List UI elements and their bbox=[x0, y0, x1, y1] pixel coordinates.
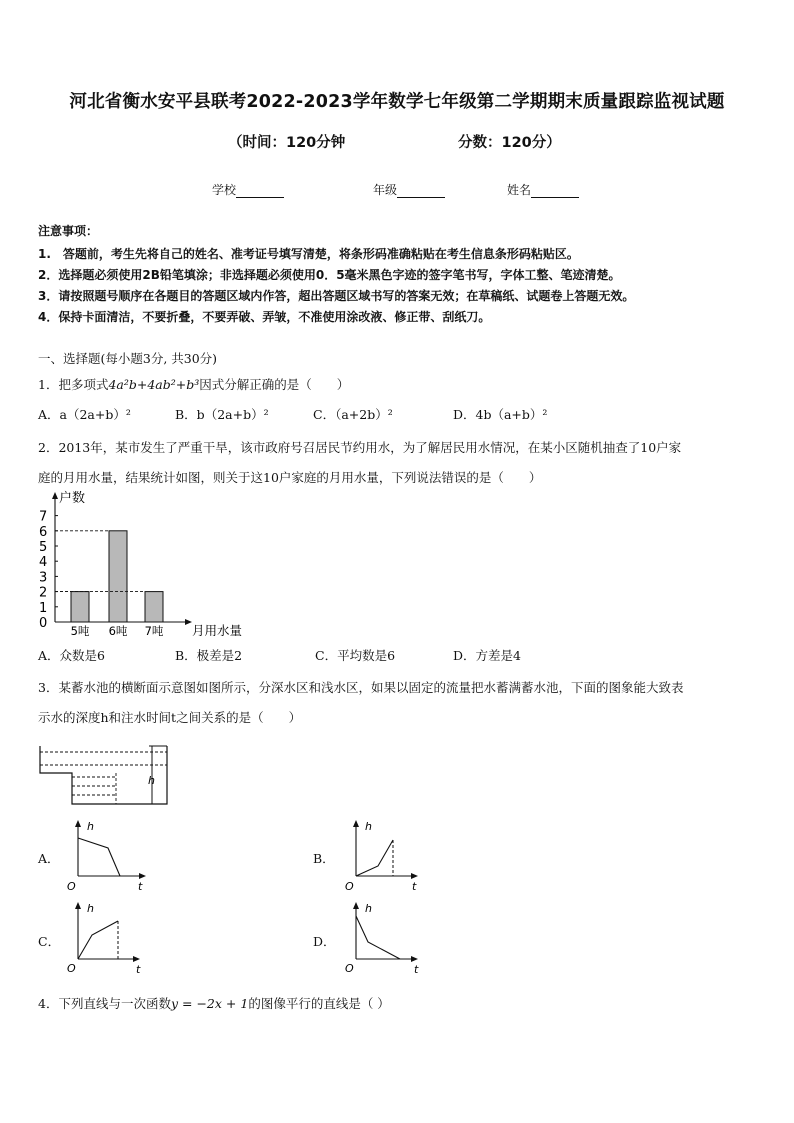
chart-layer bbox=[39, 490, 242, 638]
q4-suffix: 的图像平行的直线是（ ） bbox=[248, 996, 390, 1011]
q3-option-c-label[interactable]: C． bbox=[38, 934, 61, 949]
y-tick-label: 7 bbox=[39, 509, 48, 525]
q2-option-c[interactable]: C．平均数是6 bbox=[315, 648, 396, 663]
q1-option-b[interactable]: B．b（2a+b）² bbox=[175, 407, 269, 422]
exam-score: 分数：120分） bbox=[458, 135, 561, 151]
y-axis-arrow bbox=[52, 492, 58, 499]
t-axis-label: t bbox=[136, 963, 141, 976]
school-blank[interactable] bbox=[236, 185, 284, 198]
depth-label: h bbox=[148, 774, 155, 787]
name-field bbox=[507, 181, 579, 198]
q1-prefix: 1．把多项式 bbox=[38, 377, 109, 392]
reservoir-diagram bbox=[36, 740, 176, 810]
h-axis-label: h bbox=[365, 902, 372, 915]
q2-stem-line2: 庭的月用水量，结果统计如图，则关于这10户家庭的月用水量，下列说法错误的是（ ） bbox=[38, 470, 542, 485]
notice-item-2: 2．选择题必须使用2B铅笔填涂；非选择题必须使用0．5毫米黑色字迹的签字笔书写，字体工整、笔迹清楚。 bbox=[38, 268, 621, 282]
x-axis-arrow bbox=[185, 619, 192, 625]
origin-label: O bbox=[67, 880, 76, 893]
notice-item-3: 3．请按照题号顺序在各题目的答题区域内作答，超出答题区域书写的答案无效；在草稿纸、试题卷上答题无效。 bbox=[38, 289, 635, 303]
x-tick-label: 7吨 bbox=[144, 624, 164, 638]
q1-option-d[interactable]: D．4b（a+b）² bbox=[453, 407, 548, 422]
q3-option-d-label[interactable]: D． bbox=[313, 934, 336, 949]
t-axis-label: t bbox=[414, 963, 419, 976]
water-usage-bar-chart bbox=[30, 488, 270, 640]
origin-label: O bbox=[67, 962, 76, 975]
q2-stem-line1: 2．2013年，某市发生了严重干旱，该市政府号召居民节约用水，为了解居民用水情况，在某小区随机抽查了10户家 bbox=[38, 440, 682, 455]
q3-graph-b[interactable] bbox=[340, 818, 432, 896]
y-tick-label: 4 bbox=[39, 555, 48, 571]
notice-heading: 注意事项： bbox=[38, 224, 99, 238]
x-axis-label: 月用水量 bbox=[192, 623, 243, 638]
q3-graph-d[interactable] bbox=[340, 900, 432, 978]
school-field bbox=[212, 181, 284, 198]
h-axis-label: h bbox=[87, 820, 94, 833]
q4-stem bbox=[38, 994, 390, 1012]
q4-expression: y = −2x + 1 bbox=[170, 996, 249, 1011]
h-axis-arrow bbox=[353, 820, 359, 827]
t-axis-label: t bbox=[138, 880, 143, 893]
bar bbox=[145, 592, 163, 622]
t-axis-arrow bbox=[411, 956, 418, 962]
q3-stem-line2: 示水的深度h和注水时间t之间关系的是（ ） bbox=[38, 710, 302, 725]
y-tick-label: 5 bbox=[39, 540, 48, 555]
name-label: 姓名 bbox=[507, 183, 532, 197]
x-tick-label: 6吨 bbox=[108, 624, 128, 638]
notice-item-4: 4．保持卡面清洁，不要折叠，不要弄破、弄皱，不准使用涂改液、修正带、刮纸刀。 bbox=[38, 310, 491, 324]
h-axis-arrow bbox=[353, 902, 359, 909]
q3-stem-line1: 3．某蓄水池的横断面示意图如图所示，分深水区和浅水区，如果以固定的流量把水蓄满蓄水池，下面的图象能大致表 bbox=[38, 680, 684, 695]
q3-option-b-label[interactable]: B． bbox=[313, 851, 335, 866]
y-tick-label: 0 bbox=[39, 616, 48, 631]
grade-label: 年级 bbox=[373, 183, 398, 197]
h-axis-label: h bbox=[87, 902, 94, 915]
q3-graph-c[interactable] bbox=[62, 900, 154, 978]
name-blank[interactable] bbox=[531, 185, 579, 198]
q2-option-b[interactable]: B．极差是2 bbox=[175, 648, 243, 663]
graph-curve bbox=[356, 916, 400, 959]
y-tick-label: 3 bbox=[39, 570, 48, 586]
q1-option-a[interactable]: A．a（2a+b）² bbox=[38, 407, 131, 422]
section-heading: 一、选择题(每小题3分, 共30分) bbox=[38, 351, 218, 366]
t-axis-label: t bbox=[412, 880, 417, 893]
y-tick-label: 6 bbox=[39, 524, 48, 540]
y-axis-label: 户数 bbox=[59, 491, 86, 506]
grade-blank[interactable] bbox=[397, 185, 445, 198]
notice-item-1: 1. 答题前，考生先将自己的姓名、准考证号填写清楚，将条形码准确粘贴在考生信息条形码粘贴区。 bbox=[38, 247, 579, 261]
origin-label: O bbox=[345, 880, 354, 893]
graph-curve bbox=[78, 838, 120, 876]
q1-option-c[interactable]: C．（a+2b）² bbox=[313, 407, 393, 422]
t-axis-arrow bbox=[133, 956, 140, 962]
q1-suffix: 因式分解正确的是（ ） bbox=[199, 377, 350, 392]
grade-field bbox=[373, 181, 445, 198]
school-label: 学校 bbox=[212, 183, 237, 197]
y-tick-label: 1 bbox=[39, 600, 48, 616]
graph-curve bbox=[78, 921, 118, 959]
graph-curve bbox=[356, 840, 393, 876]
page-title: 河北省衡水安平县联考2022-2023学年数学七年级第二学期期末质量跟踪监视试题 bbox=[69, 92, 725, 112]
q4-prefix: 4．下列直线与一次函数 bbox=[38, 996, 171, 1011]
origin-label: O bbox=[345, 962, 354, 975]
q3-graph-a[interactable] bbox=[62, 818, 154, 896]
t-axis-arrow bbox=[411, 873, 418, 879]
q3-option-a-label[interactable]: A． bbox=[38, 851, 60, 866]
t-axis-arrow bbox=[139, 873, 146, 879]
x-tick-label: 5吨 bbox=[70, 624, 90, 638]
h-axis-arrow bbox=[75, 820, 81, 827]
q1-stem bbox=[38, 375, 349, 393]
exam-time: （时间：120分钟 bbox=[228, 135, 346, 151]
q2-option-a[interactable]: A．众数是6 bbox=[38, 648, 105, 663]
q1-expression: 4a²b+4ab²+b³ bbox=[108, 377, 200, 392]
q2-option-d[interactable]: D．方差是4 bbox=[453, 648, 521, 663]
y-tick-label: 2 bbox=[39, 585, 48, 601]
bar bbox=[109, 531, 127, 622]
h-axis-arrow bbox=[75, 902, 81, 909]
h-axis-label: h bbox=[365, 820, 372, 833]
bar bbox=[71, 592, 89, 622]
